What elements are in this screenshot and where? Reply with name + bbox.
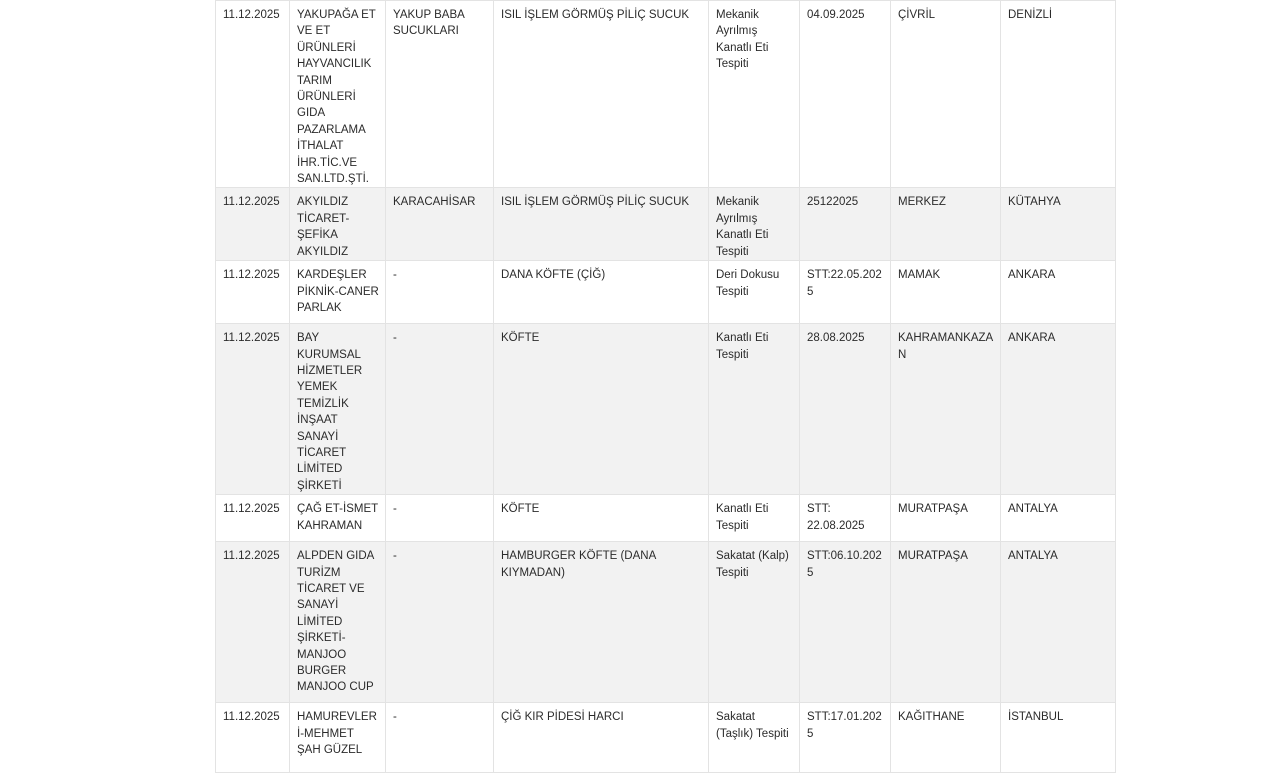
cell-brand: - (386, 261, 494, 324)
cell-date: 11.12.2025 (216, 261, 290, 324)
cell-firm: ALPDEN GIDA TURİZM TİCARET VE SANAYİ LİMİTED ŞİRKETİ-MANJOO BURGER MANJOO CUP (290, 542, 386, 703)
cell-brand: YAKUP BABA SUCUKLARI (386, 1, 494, 188)
cell-city: DENİZLİ (1001, 1, 1116, 188)
table-row (216, 542, 1116, 703)
cell-product: ISIL İŞLEM GÖRMÜŞ PİLİÇ SUCUK (494, 1, 709, 188)
cell-date: 11.12.2025 (216, 1, 290, 188)
cell-firm: YAKUPAĞA ET VE ET ÜRÜNLERİ HAYVANCILIK TARIM ÜRÜNLERİ GIDA PAZARLAMA İTHALAT İHR.TİC.VE SAN.LTD.ŞTİ. (290, 1, 386, 188)
table-row (216, 324, 1116, 495)
cell-batch: 25122025 (800, 188, 891, 261)
cell-result: Mekanik Ayrılmış Kanatlı Eti Tespiti (709, 188, 800, 261)
cell-firm: KARDEŞLER PİKNİK-CANER PARLAK (290, 261, 386, 324)
cell-product: DANA KÖFTE (ÇİĞ) (494, 261, 709, 324)
cell-city: ANTALYA (1001, 542, 1116, 703)
cell-city: ANKARA (1001, 261, 1116, 324)
cell-batch: STT:17.01.2025 (800, 703, 891, 773)
cell-city: İSTANBUL (1001, 703, 1116, 773)
cell-result: Sakatat (Taşlık) Tespiti (709, 703, 800, 773)
table-row (216, 1, 1116, 188)
cell-district: KAHRAMANKAZAN (891, 324, 1001, 495)
cell-city: ANTALYA (1001, 495, 1116, 542)
cell-brand: KARACAHİSAR (386, 188, 494, 261)
cell-firm: BAY KURUMSAL HİZMETLER YEMEK TEMİZLİK İNŞAAT SANAYİ TİCARET LİMİTED ŞİRKETİ (290, 324, 386, 495)
cell-product: KÖFTE (494, 495, 709, 542)
cell-district: MURATPAŞA (891, 542, 1001, 703)
cell-brand: - (386, 542, 494, 703)
cell-product: ISIL İŞLEM GÖRMÜŞ PİLİÇ SUCUK (494, 188, 709, 261)
cell-batch: 28.08.2025 (800, 324, 891, 495)
cell-brand: - (386, 495, 494, 542)
cell-date: 11.12.2025 (216, 188, 290, 261)
cell-district: KAĞITHANE (891, 703, 1001, 773)
cell-brand: - (386, 703, 494, 773)
table-row (216, 703, 1116, 773)
cell-district: MERKEZ (891, 188, 1001, 261)
table-container[interactable] (215, 0, 1064, 756)
cell-batch: STT: 22.08.2025 (800, 495, 891, 542)
cell-product: KÖFTE (494, 324, 709, 495)
cell-date: 11.12.2025 (216, 495, 290, 542)
table-row (216, 261, 1116, 324)
table-row (216, 188, 1116, 261)
cell-result: Kanatlı Eti Tespiti (709, 324, 800, 495)
cell-result: Sakatat (Kalp) Tespiti (709, 542, 800, 703)
cell-firm: HAMUREVLERİ-MEHMET ŞAH GÜZEL (290, 703, 386, 773)
cell-date: 11.12.2025 (216, 324, 290, 495)
cell-city: KÜTAHYA (1001, 188, 1116, 261)
cell-product: HAMBURGER KÖFTE (DANA KIYMADAN) (494, 542, 709, 703)
recall-table (215, 0, 1116, 773)
cell-product: ÇİĞ KIR PİDESİ HARCI (494, 703, 709, 773)
cell-result: Kanatlı Eti Tespiti (709, 495, 800, 542)
cell-firm: ÇAĞ ET-İSMET KAHRAMAN (290, 495, 386, 542)
cell-brand: - (386, 324, 494, 495)
cell-batch: STT:22.05.2025 (800, 261, 891, 324)
cell-result: Deri Dokusu Tespiti (709, 261, 800, 324)
cell-batch: 04.09.2025 (800, 1, 891, 188)
cell-result: Mekanik Ayrılmış Kanatlı Eti Tespiti (709, 1, 800, 188)
table-row (216, 495, 1116, 542)
cell-district: MAMAK (891, 261, 1001, 324)
cell-date: 11.12.2025 (216, 542, 290, 703)
cell-district: ÇİVRİL (891, 1, 1001, 188)
cell-date: 11.12.2025 (216, 703, 290, 773)
cell-batch: STT:06.10.2025 (800, 542, 891, 703)
cell-firm: AKYILDIZ TİCARET-ŞEFİKA AKYILDIZ (290, 188, 386, 261)
cell-city: ANKARA (1001, 324, 1116, 495)
cell-district: MURATPAŞA (891, 495, 1001, 542)
